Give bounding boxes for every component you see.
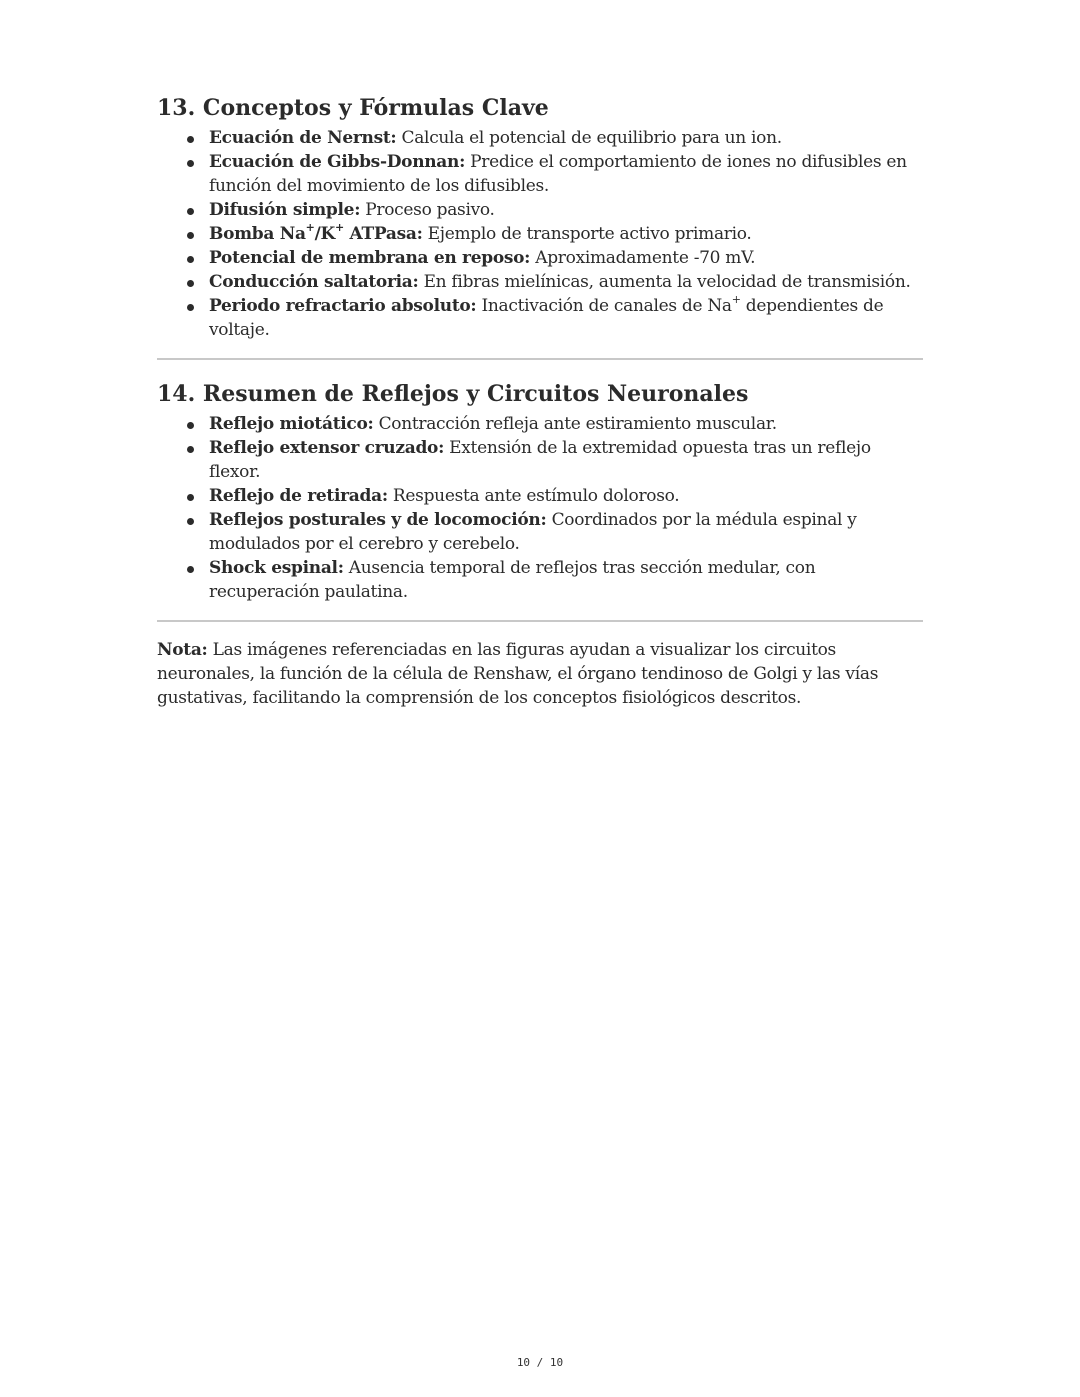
item-text: Aproximadamente -70 mV. [530, 248, 756, 268]
list-item [209, 484, 923, 508]
item-text: Predice el comportamiento de iones no difusibles en función del movimiento de los difusibles. [209, 152, 907, 196]
section-key-concepts [157, 90, 923, 342]
superscript: + [305, 221, 315, 234]
item-term: Ecuación de Nernst: [209, 128, 397, 148]
section-divider [157, 358, 923, 360]
list-item [209, 508, 923, 556]
item-text: Inactivación de canales de Na [476, 296, 732, 316]
item-text: Contracción refleja ante estiramiento muscular. [373, 414, 777, 434]
list-item [209, 556, 923, 604]
bullet-icon [187, 232, 194, 239]
note-paragraph [157, 638, 923, 710]
term-part: ATPasa: [343, 224, 423, 244]
list-item [209, 436, 923, 484]
bullet-icon [187, 256, 194, 263]
item-term: Potencial de membrana en reposo: [209, 248, 531, 268]
item-text: Calcula el potencial de equilibrio para un ion. [396, 128, 782, 148]
item-text: Proceso pasivo. [360, 200, 495, 220]
list-item [209, 222, 923, 246]
item-text: Extensión de la extremidad opuesta tras un reflejo flexor. [209, 438, 871, 482]
bullet-icon [187, 208, 194, 215]
reflexes-list [157, 412, 923, 604]
document-page [157, 90, 923, 710]
item-term [209, 221, 423, 244]
item-term: Ecuación de Gibbs-Donnan: [209, 152, 466, 172]
section-14-title: 14. Resumen de Reflejos y Circuitos Neuronales [157, 381, 749, 407]
item-text: Respuesta ante estímulo doloroso. [387, 486, 680, 506]
term-part: /K [314, 224, 335, 244]
section-reflexes-summary [157, 376, 923, 604]
bullet-icon [187, 446, 194, 453]
item-term: Reflejo extensor cruzado: [209, 438, 445, 458]
item-text: En fibras mielínicas, aumenta la velocidad de transmisión. [418, 272, 911, 292]
item-term: Reflejo de retirada: [209, 486, 388, 506]
item-text: Coordinados por la médula espinal y modulados por el cerebro y cerebelo. [209, 510, 857, 554]
item-text: Ausencia temporal de reflejos tras sección medular, con recuperación paulatina. [209, 558, 816, 602]
item-term: Conducción saltatoria: [209, 272, 419, 292]
page-number: 10 / 10 [516, 1356, 564, 1369]
section-13-title: 13. Conceptos y Fórmulas Clave [157, 95, 549, 121]
bullet-icon [187, 304, 194, 311]
note-text: Las imágenes referenciadas en las figuras ayudan a visualizar los circuitos neuronales, la función de la célula de Renshaw, el órgano tendinoso de Golgi y las vías gustativas, facilitando la comprensión de los conceptos fisiológicos descritos. [157, 640, 879, 708]
list-item [209, 246, 923, 270]
list-item [209, 198, 923, 222]
list-item [209, 294, 923, 342]
list-item [209, 412, 923, 436]
superscript: + [334, 221, 344, 234]
item-term: Shock espinal: [209, 558, 344, 578]
term-part: Bomba Na [209, 224, 306, 244]
item-text: Ejemplo de transporte activo primario. [422, 224, 752, 244]
note-label: Nota: [157, 640, 208, 660]
bullet-icon [187, 494, 194, 501]
key-concepts-list [157, 126, 923, 342]
item-term: Difusión simple: [209, 200, 361, 220]
list-item [209, 126, 923, 150]
list-item [209, 270, 923, 294]
list-item [209, 150, 923, 198]
bullet-icon [187, 518, 194, 525]
item-term: Periodo refractario absoluto: [209, 296, 477, 316]
item-term: Reflejos posturales y de locomoción: [209, 510, 547, 530]
bullet-icon [187, 136, 194, 143]
bullet-icon [187, 280, 194, 287]
bullet-icon [187, 422, 194, 429]
section-divider [157, 620, 923, 622]
item-text: dependientes de voltaje. [209, 296, 884, 340]
bullet-icon [187, 160, 194, 167]
item-term: Reflejo miotático: [209, 414, 374, 434]
bullet-icon [187, 566, 194, 573]
superscript: + [731, 293, 741, 306]
